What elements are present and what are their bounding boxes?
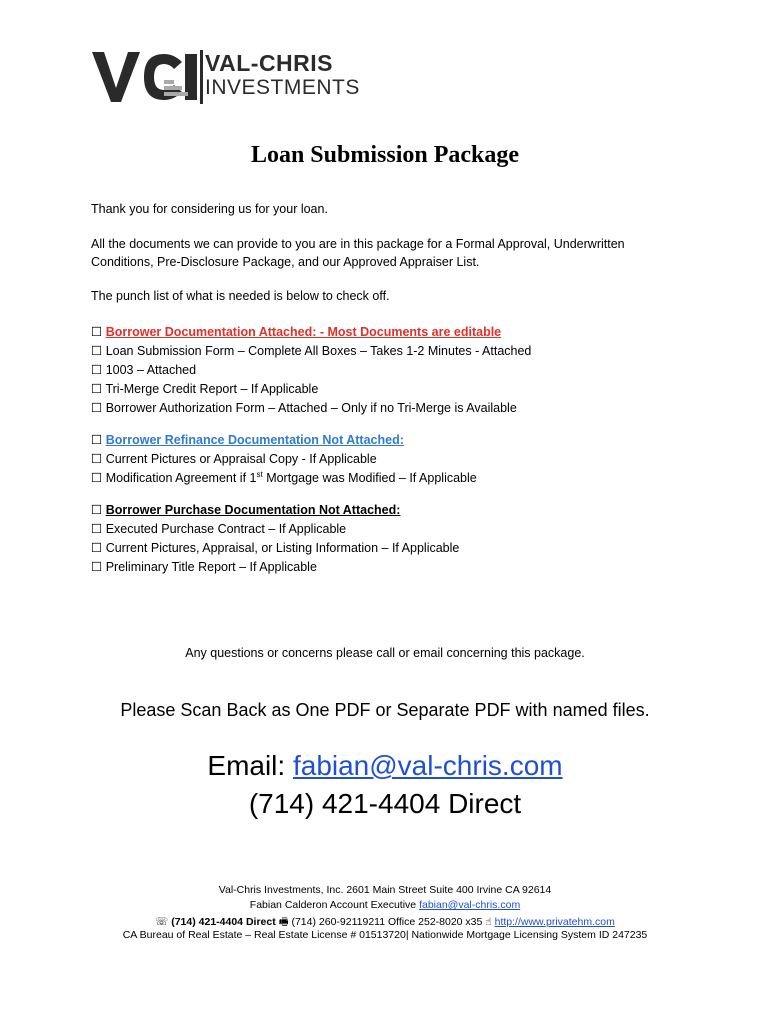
contact-phone: (714) 421-4404 Direct [248, 788, 522, 819]
section-header-label: Borrower Refinance Documentation Not Attached: [105, 433, 404, 447]
pointer-icon: ☝ [485, 916, 492, 928]
checkbox[interactable]: ☐ [91, 452, 103, 466]
page-title: Loan Submission Package [250, 142, 520, 168]
checklist-item [91, 558, 317, 576]
footer-license: CA Bureau of Real Estate – Real Estate License # 01513720| Nationwide Mortgage Licensing System ID 247235 [122, 929, 648, 941]
email-link[interactable]: fabian@val-chris.com [292, 750, 563, 781]
checkbox[interactable]: ☐ [91, 471, 103, 485]
questions-note: Any questions or concerns please call or email concerning this package. [185, 646, 585, 660]
checklist-item-label: Preliminary Title Report – If Applicable [105, 560, 317, 574]
section-header-purchase [91, 501, 400, 519]
intro-paragraph-1: Thank you for considering us for your loan. [91, 202, 328, 216]
email-label: Email: [207, 750, 293, 781]
checklist-item-label: Tri-Merge Credit Report – If Applicable [105, 382, 319, 396]
checklist-item-label: Borrower Authorization Form – Attached – Only if no Tri-Merge is Available [105, 401, 517, 415]
phone-icon: ☏ [155, 916, 169, 928]
checklist-item-label: Executed Purchase Contract – If Applicable [105, 522, 347, 536]
logo-name-line1: VAL-CHRIS [205, 50, 334, 76]
contact-email-line [0, 750, 770, 782]
section-header-refinance [91, 431, 404, 449]
intro-paragraph-3: The punch list of what is needed is below to check off. [91, 289, 390, 303]
checklist-item-label: 1003 – Attached [105, 363, 197, 377]
intro-paragraph-2: All the documents we can provide to you are in this package for a Formal Approval, Underwritten Conditions, Pre-Disclosure Package, and our Approved Appraiser List. [91, 237, 625, 269]
checklist-item [91, 539, 459, 557]
section-header-attached [91, 323, 501, 341]
checklist-item [91, 450, 377, 468]
checklist-item-label: Current Pictures, Appraisal, or Listing Information – If Applicable [105, 541, 460, 555]
checklist-item [91, 520, 346, 538]
checklist-item [91, 399, 517, 417]
checklist-item-label: Loan Submission Form – Complete All Boxes – Takes 1-2 Minutes - Attached [105, 344, 532, 358]
fax-icon: 🖷 [278, 916, 289, 928]
checkbox[interactable]: ☐ [91, 503, 103, 517]
logo-name-line2: INVESTMENTS [205, 76, 360, 99]
checkbox[interactable]: ☐ [91, 325, 103, 339]
checkbox[interactable]: ☐ [91, 541, 103, 555]
checklist-item [91, 361, 196, 379]
section-header-label: Borrower Purchase Documentation Not Attached: [105, 503, 401, 517]
logo-v-mark [92, 52, 140, 102]
checkbox[interactable]: ☐ [91, 522, 103, 536]
scan-note: Please Scan Back as One PDF or Separate PDF with named files. [120, 700, 650, 720]
logo-wordmark [205, 50, 360, 100]
footer-address: Val-Chris Investments, Inc. 2601 Main Street Suite 400 Irvine CA 92614 [218, 884, 552, 896]
footer-phone-other: (714) 260-92119211 Office 252-8020 x35 [291, 916, 483, 928]
section-header-label: Borrower Documentation Attached: - Most Documents are editable [105, 325, 502, 339]
footer-email-link[interactable]: fabian@val-chris.com [419, 899, 521, 911]
checkbox[interactable]: ☐ [91, 382, 103, 396]
checkbox[interactable]: ☐ [91, 344, 103, 358]
checkbox[interactable]: ☐ [91, 401, 103, 415]
checkbox[interactable]: ☐ [91, 363, 103, 377]
checkbox[interactable]: ☐ [91, 560, 103, 574]
checklist-item [91, 469, 477, 487]
footer-website-link[interactable]: http://www.privatehm.com [494, 916, 615, 928]
checklist-item [91, 380, 318, 398]
checklist-item-label: Modification Agreement if 1st Mortgage was Modified – If Applicable [105, 469, 477, 485]
footer-contact-name: Fabian Calderon Account Executive fabian@val-chris.com [249, 899, 521, 911]
footer-phone-direct: (714) 421-4404 Direct [171, 916, 276, 928]
checklist-item-label: Current Pictures or Appraisal Copy - If Applicable [105, 452, 377, 466]
checkbox[interactable]: ☐ [91, 433, 103, 447]
checklist-item [91, 342, 531, 360]
